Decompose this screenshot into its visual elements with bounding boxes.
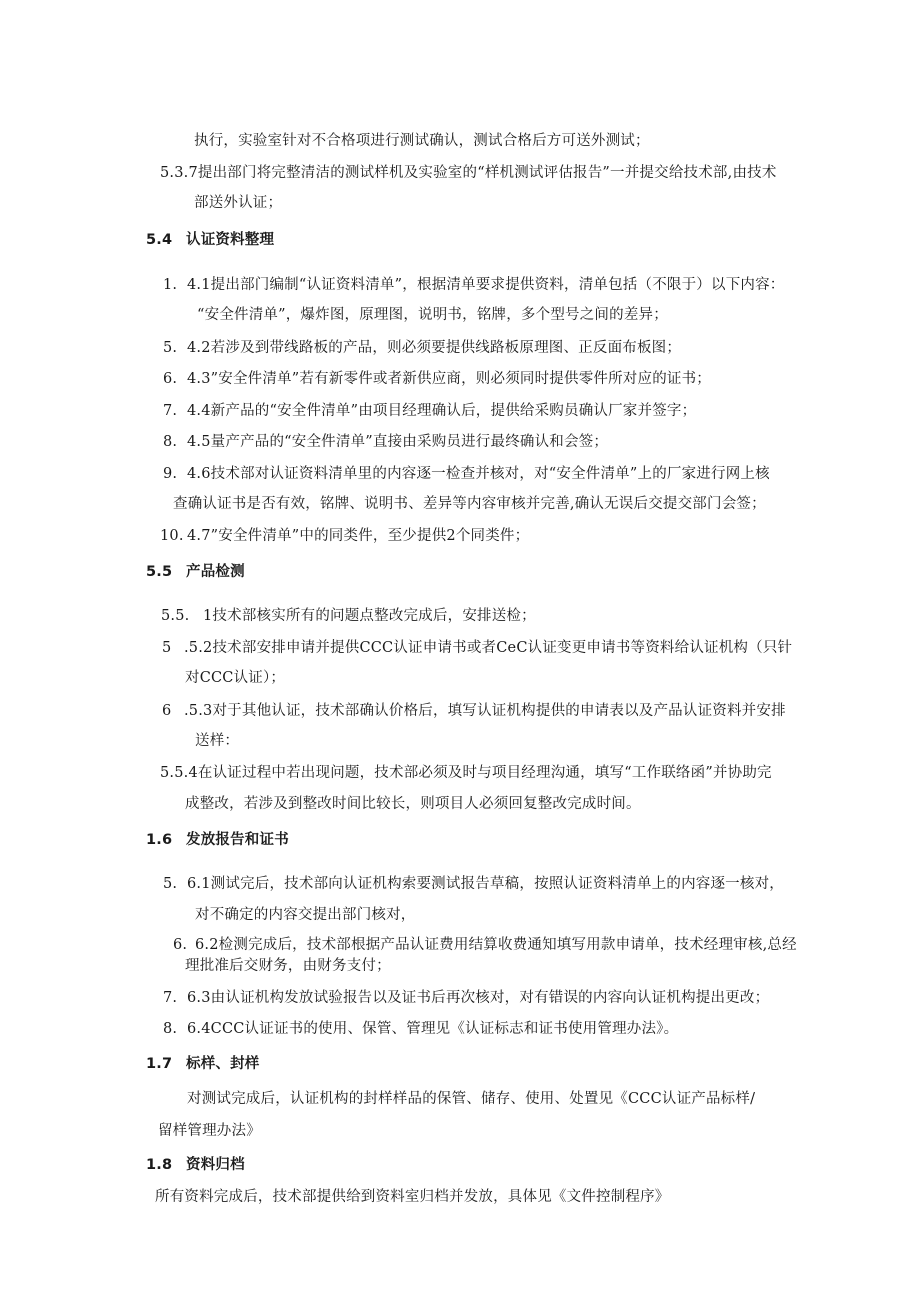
heading-5-5-title: 产品检测	[186, 564, 245, 580]
item-text: 提出部门编制“认证资料清单”，根据清单要求提供资料，清单包括（不限于）以下内容：	[210, 277, 785, 293]
list-item	[160, 526, 529, 546]
item-text: 若涉及到带线路板的产品，则必须要提供线路板原理图、正反面布板图；	[210, 340, 682, 356]
item-code: 6.2	[195, 937, 219, 953]
item-num: 1.	[163, 277, 178, 293]
item-num: 7.	[163, 403, 178, 419]
item-text: 1技术部核实所有的问题点整改完成后，安排送检；	[203, 608, 536, 624]
item-text: 新产品的“安全件清单”由项目经理确认后，提供给采购员确认厂家并签字；	[210, 403, 697, 419]
heading-5-5-num: 5.5	[146, 564, 173, 580]
heading-5-5	[146, 562, 245, 582]
heading-1-6-title: 发放报告和证书	[186, 832, 289, 848]
item-num: 6	[162, 703, 172, 719]
s17-line2: 留样管理办法》	[158, 1123, 261, 1139]
item-code: 4.3	[187, 371, 211, 387]
s537-text: 提出部门将完整清洁的测试样机及实验室的“样机测试评估报告”一并提交给技术部,由技术	[197, 165, 777, 181]
list-item	[160, 763, 772, 783]
heading-1-8-num: 1.8	[146, 1157, 173, 1173]
item-text: ”安全件清单”中的同类件，至少提供2个同类件；	[210, 528, 530, 544]
list-item-continuation: 送样：	[195, 733, 240, 749]
list-item-continuation: 理批准后交财务，由财务支付；	[185, 958, 391, 974]
list-item-continuation: 成整改，若涉及到整改时间比较长，则项目人必须回复整改完成时间。	[185, 796, 641, 812]
list-item	[163, 369, 711, 389]
item-num: 6.	[173, 937, 188, 953]
list-item-continuation: 对CCC认证）；	[185, 670, 286, 686]
list-item	[163, 988, 769, 1008]
list-item-continuation: “安全件清单”，爆炸图，原理图，说明书，铭牌，多个型号之间的差异；	[197, 307, 668, 323]
s18-line1: 所有资料完成后，技术部提供给到资料室归档并发放，具体见《文件控制程序》	[155, 1189, 670, 1205]
item-num: 5.5.4	[160, 765, 198, 781]
heading-1-7	[146, 1054, 260, 1074]
heading-1-6	[146, 830, 289, 850]
item-text: .5.2技术部安排申请并提供CCC认证申请书或者CeC认证变更申请书等资料给认证机构（只针	[184, 640, 793, 656]
list-item	[162, 701, 786, 721]
item-text: ”安全件清单”若有新零件或者新供应商，则必须同时提供零件所对应的证书；	[210, 371, 711, 387]
heading-5-4	[146, 230, 274, 250]
list-item	[163, 432, 608, 452]
item-text: 检测完成后，技术部根据产品认证费用结算收费通知填写用款申请单，技术经理审核,总经	[218, 937, 797, 953]
item-code: 4.7	[187, 528, 211, 544]
heading-5-4-title: 认证资料整理	[186, 232, 275, 248]
item-num: 5.	[163, 340, 178, 356]
item-num: 6.	[163, 371, 178, 387]
list-item	[163, 1019, 678, 1039]
list-item	[163, 874, 784, 894]
s537-continuation: 执行，实验室针对不合格项进行测试确认，测试合格后方可送外测试；	[194, 133, 650, 149]
s537-line1	[160, 163, 777, 183]
item-num: 5.5.	[161, 608, 190, 624]
heading-1-7-num: 1.7	[146, 1056, 173, 1072]
list-item	[161, 606, 536, 626]
item-code: 4.6	[187, 466, 211, 482]
list-item	[163, 464, 770, 484]
heading-1-8-title: 资料归档	[186, 1157, 245, 1173]
item-code: 4.4	[187, 403, 211, 419]
item-num: 9.	[163, 466, 178, 482]
list-item	[173, 935, 797, 955]
item-code: 6.4	[187, 1021, 211, 1037]
item-code: 4.2	[187, 340, 211, 356]
item-text: CCC认证证书的使用、保管、管理见《认证标志和证书使用管理办法》。	[210, 1021, 679, 1037]
heading-1-7-title: 标样、封样	[186, 1056, 260, 1072]
list-item	[163, 275, 785, 295]
item-text: .5.3对于其他认证，技术部确认价格后，填写认证机构提供的申请表以及产品认证资料并安排	[184, 703, 786, 719]
item-num: 5	[162, 640, 172, 656]
heading-5-4-num: 5.4	[146, 232, 173, 248]
item-code: 4.1	[187, 277, 211, 293]
item-num: 8.	[163, 1021, 178, 1037]
list-item	[163, 338, 681, 358]
s17-line1: 对测试完成后，认证机构的封样样品的保管、储存、使用、处置见《CCC认证产品标样/	[187, 1091, 756, 1107]
item-num: 8.	[163, 434, 178, 450]
list-item-continuation: 查确认证书是否有效，铭牌、说明书、差异等内容审核并完善,确认无误后交提交部门会签；	[173, 496, 766, 512]
item-num: 7.	[163, 990, 178, 1006]
item-code: 6.3	[187, 990, 211, 1006]
s537-num: 5.3.7	[160, 165, 198, 181]
item-text: 在认证过程中若出现问题，技术部必须及时与项目经理沟通，填写“工作联络函”并协助完	[197, 765, 772, 781]
item-code: 6.1	[187, 876, 211, 892]
list-item	[162, 638, 792, 658]
item-num: 10.	[160, 528, 184, 544]
item-code: 4.5	[187, 434, 211, 450]
heading-1-6-num: 1.6	[146, 832, 173, 848]
heading-1-8	[146, 1155, 245, 1175]
item-text: 量产产品的“安全件清单”直接由采购员进行最终确认和会签；	[210, 434, 609, 450]
list-item	[163, 401, 696, 421]
s537-line2: 部送外认证；	[194, 195, 283, 211]
list-item-continuation: 对不确定的内容交提出部门核对，	[195, 907, 416, 923]
item-text: 测试完后，技术部向认证机构索要测试报告草稿，按照认证资料清单上的内容逐一核对，	[210, 876, 784, 892]
item-num: 5.	[163, 876, 178, 892]
item-text: 技术部对认证资料清单里的内容逐一检查并核对，对“安全件清单”上的厂家进行网上核	[210, 466, 770, 482]
item-text: 由认证机构发放试验报告以及证书后再次核对，对有错误的内容向认证机构提出更改；	[210, 990, 770, 1006]
